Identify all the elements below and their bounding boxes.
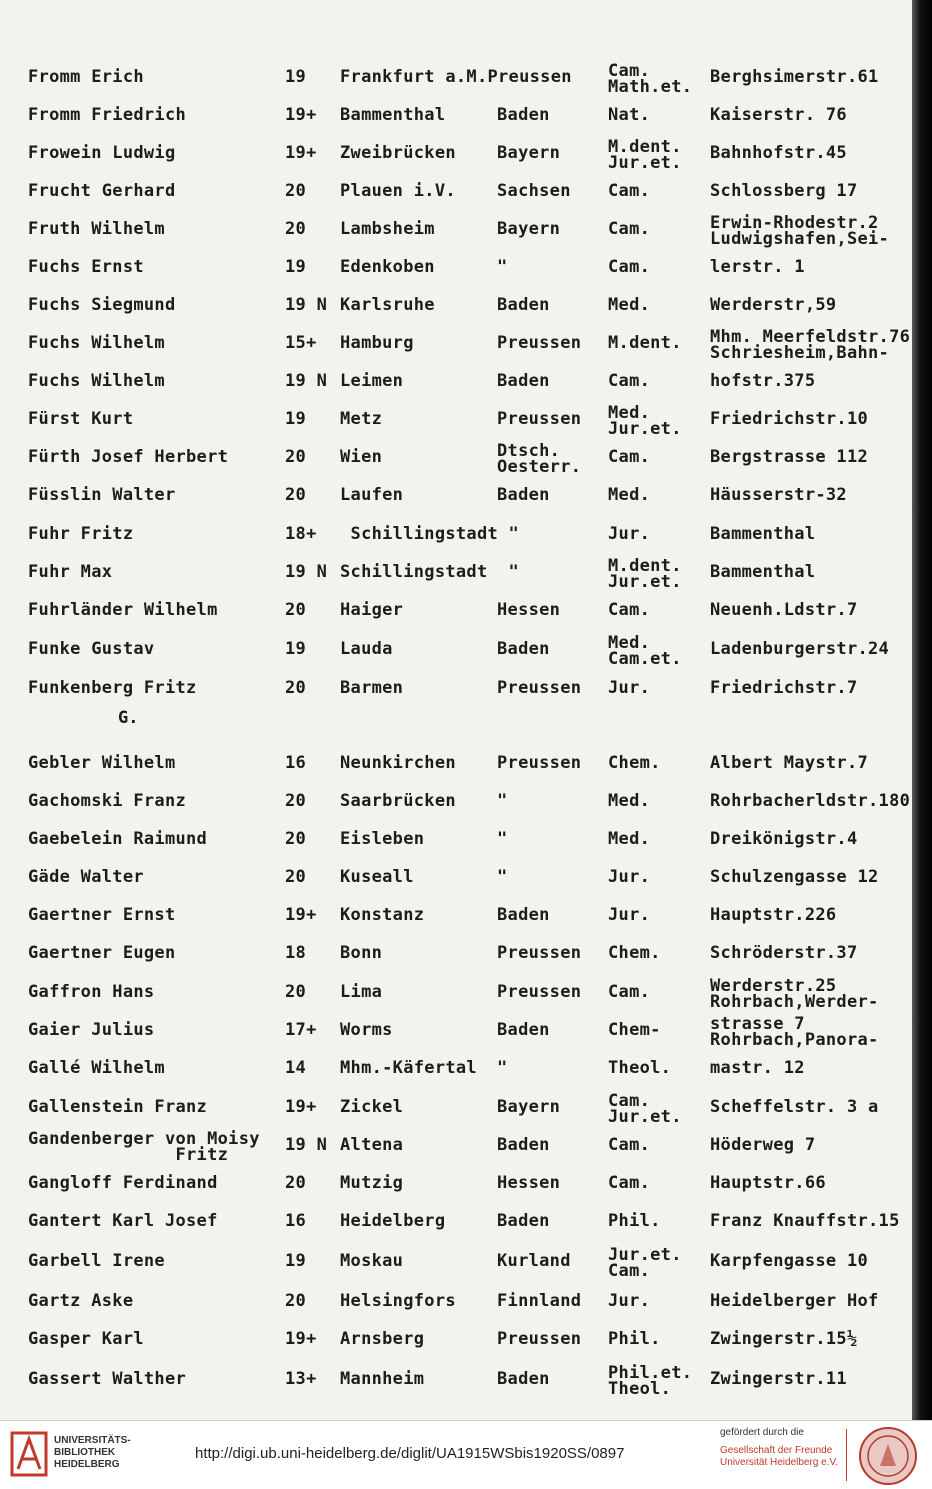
home-state: Preussen: [497, 1329, 582, 1349]
student-age: 20: [285, 678, 307, 698]
birthplace: Saarbrücken: [340, 791, 456, 811]
faculty: Med. Cam.et.: [608, 633, 682, 669]
birthplace: Altena: [340, 1135, 404, 1155]
student-age: 20: [285, 181, 307, 201]
student-age: 14: [285, 1058, 307, 1078]
birthplace: Zickel: [340, 1097, 404, 1117]
address: Heidelberger Hof: [710, 1291, 879, 1311]
student-name: Gassert Walther: [28, 1369, 187, 1389]
list-item: [0, 135, 912, 173]
address: Friedrichstr.10: [710, 409, 869, 429]
birthplace: Plauen i.V.: [340, 181, 456, 201]
list-item: [0, 1283, 912, 1321]
student-name: Fromm Friedrich: [28, 105, 187, 125]
birthplace: Wien: [340, 447, 383, 467]
birthplace: Karlsruhe: [340, 295, 435, 315]
address: Scheffelstr. 3 a: [710, 1097, 879, 1117]
list-item: [0, 1127, 912, 1165]
birthplace: Worms: [340, 1020, 393, 1040]
student-age: 15+: [285, 333, 317, 353]
home-state: Bayern: [497, 219, 561, 239]
faculty: Phil.: [608, 1211, 661, 1231]
address: Ladenburgerstr.24: [710, 639, 890, 659]
list-item: [0, 1050, 912, 1088]
library-logo-icon: [10, 1431, 48, 1477]
student-name: Gandenberger von Moisy Fritz: [28, 1129, 260, 1165]
birthplace: Frankfurt a.M.Preussen: [340, 67, 572, 87]
list-item: [0, 1361, 912, 1399]
student-age: 16: [285, 1211, 307, 1231]
student-age: 16: [285, 753, 307, 773]
faculty: Cam.: [608, 982, 651, 1002]
faculty: Chem.: [608, 943, 661, 963]
list-item: [0, 1203, 912, 1241]
student-name: Fuchs Siegmund: [28, 295, 176, 315]
address: Rohrbacherldstr.180: [710, 791, 911, 811]
student-age: 18: [285, 943, 307, 963]
document-url-link[interactable]: http://digi.ub.uni-heidelberg.de/diglit/UA1915WSbis1920SS/0897: [195, 1445, 625, 1462]
student-name: Gäde Walter: [28, 867, 144, 887]
student-age: 20: [285, 982, 307, 1002]
list-item: [0, 1012, 912, 1050]
student-name: Gebler Wilhelm: [28, 753, 176, 773]
student-age: 19 N: [285, 295, 328, 315]
birthplace: Metz: [340, 409, 383, 429]
library-name: UNIVERSITÄTS- BIBLIOTHEK HEIDELBERG: [54, 1435, 131, 1470]
home-state: ": [497, 791, 508, 811]
address: Schulzengasse 12: [710, 867, 879, 887]
list-item: [0, 516, 912, 554]
home-state: Baden: [497, 105, 550, 125]
student-age: 20: [285, 791, 307, 811]
list-item: [0, 897, 912, 935]
faculty: Cam. Jur.et.: [608, 1091, 682, 1127]
faculty: Cam.: [608, 181, 651, 201]
student-age: 18+: [285, 524, 317, 544]
home-state: Preussen: [497, 753, 582, 773]
student-name: Fürst Kurt: [28, 409, 134, 429]
home-state: ": [497, 1058, 508, 1078]
list-item: [0, 974, 912, 1012]
faculty: M.dent.: [608, 333, 682, 353]
birthplace: Mhm.-Käfertal: [340, 1058, 477, 1078]
faculty: Jur.: [608, 905, 651, 925]
student-name: Funkenberg Fritz: [28, 678, 197, 698]
student-age: 20: [285, 867, 307, 887]
faculty: Jur.: [608, 678, 651, 698]
student-age: 19+: [285, 1329, 317, 1349]
student-name: Gantert Karl Josef: [28, 1211, 218, 1231]
faculty: Jur.: [608, 524, 651, 544]
student-name: Gachomski Franz: [28, 791, 187, 811]
address: Bammenthal: [710, 524, 816, 544]
faculty: Theol.: [608, 1058, 672, 1078]
faculty: Med. Jur.et.: [608, 403, 682, 439]
student-age: 19 N: [285, 562, 328, 582]
address: Friedrichstr.7: [710, 678, 858, 698]
footer-divider: [846, 1429, 847, 1481]
home-state: Baden: [497, 485, 550, 505]
address: hofstr.375: [710, 371, 816, 391]
university-seal-icon: [858, 1426, 918, 1486]
student-age: 20: [285, 447, 307, 467]
list-item: [0, 439, 912, 477]
address: Bammenthal: [710, 562, 816, 582]
student-age: 19+: [285, 905, 317, 925]
list-item: [0, 325, 912, 363]
home-state: Bayern: [497, 143, 561, 163]
list-item: [0, 1089, 912, 1127]
home-state: Baden: [497, 639, 550, 659]
student-age: 20: [285, 485, 307, 505]
home-state: Sachsen: [497, 181, 571, 201]
faculty: Jur.et. Cam.: [608, 1245, 682, 1281]
list-item: [0, 1243, 912, 1281]
student-name: Gasper Karl: [28, 1329, 144, 1349]
student-name: Fuhrländer Wilhelm: [28, 600, 218, 620]
home-state: Preussen: [497, 409, 582, 429]
student-name: Gaertner Ernst: [28, 905, 176, 925]
home-state: Baden: [497, 371, 550, 391]
home-state: Baden: [497, 1020, 550, 1040]
list-item: [0, 211, 912, 249]
birthplace: Haiger: [340, 600, 404, 620]
home-state: Baden: [497, 1369, 550, 1389]
address: Hauptstr.226: [710, 905, 837, 925]
student-name: Gaier Julius: [28, 1020, 155, 1040]
home-state: Hessen: [497, 600, 561, 620]
student-age: 20: [285, 600, 307, 620]
faculty: Phil.et. Theol.: [608, 1363, 693, 1399]
address: Bahnhofstr.45: [710, 143, 847, 163]
address: Hauptstr.66: [710, 1173, 826, 1193]
list-item: [0, 249, 912, 287]
faculty: Cam.: [608, 1135, 651, 1155]
birthplace: Heidelberg: [340, 1211, 446, 1231]
student-name: Gaebelein Raimund: [28, 829, 208, 849]
list-item: [0, 59, 912, 97]
faculty: Cam.: [608, 600, 651, 620]
address: Höderweg 7: [710, 1135, 816, 1155]
student-name: Gaffron Hans: [28, 982, 155, 1002]
student-age: 19: [285, 409, 307, 429]
home-state: Baden: [497, 905, 550, 925]
home-state: Hessen: [497, 1173, 561, 1193]
address: Dreikönigstr.4: [710, 829, 858, 849]
faculty: Cam. Math.et.: [608, 61, 693, 97]
birthplace: Bonn: [340, 943, 383, 963]
birthplace: Kuseall: [340, 867, 414, 887]
address: Albert Maystr.7: [710, 753, 869, 773]
list-item: [0, 631, 912, 669]
birthplace: Edenkoben: [340, 257, 435, 277]
list-item: [0, 821, 912, 859]
faculty: Jur.: [608, 867, 651, 887]
faculty: Med.: [608, 829, 651, 849]
student-name: Fruth Wilhelm: [28, 219, 165, 239]
address: Franz Knauffstr.15: [710, 1211, 900, 1231]
address: Kaiserstr. 76: [710, 105, 847, 125]
address: Schlossberg 17: [710, 181, 858, 201]
home-state: ": [497, 867, 508, 887]
faculty: Chem-: [608, 1020, 661, 1040]
faculty: M.dent. Jur.et.: [608, 137, 682, 173]
faculty: Phil.: [608, 1329, 661, 1349]
address: Erwin-Rhodestr.2 Ludwigshafen,Sei-: [710, 213, 890, 249]
faculty: Jur.: [608, 1291, 651, 1311]
faculty: Chem.: [608, 753, 661, 773]
list-item: [0, 670, 912, 708]
student-age: 19+: [285, 105, 317, 125]
faculty: Cam.: [608, 371, 651, 391]
student-name: Fuhr Fritz: [28, 524, 134, 544]
student-name: Frowein Ludwig: [28, 143, 176, 163]
page-edge: [912, 0, 932, 1420]
birthplace: Helsingfors: [340, 1291, 456, 1311]
student-name: Gangloff Ferdinand: [28, 1173, 218, 1193]
student-age: 17+: [285, 1020, 317, 1040]
student-name: Fromm Erich: [28, 67, 144, 87]
list-item: [0, 287, 912, 325]
faculty: M.dent. Jur.et.: [608, 556, 682, 592]
birthplace: Eisleben: [340, 829, 425, 849]
home-state: Preussen: [497, 333, 582, 353]
list-item: [0, 1321, 912, 1359]
student-age: 13+: [285, 1369, 317, 1389]
birthplace: Mannheim: [340, 1369, 425, 1389]
birthplace: Moskau: [340, 1251, 404, 1271]
student-age: 20: [285, 1291, 307, 1311]
list-item: [0, 363, 912, 401]
student-age: 19+: [285, 143, 317, 163]
address: Mhm. Meerfeldstr.76 Schriesheim,Bahn-: [710, 327, 911, 363]
home-state: Preussen: [497, 943, 582, 963]
student-name: Fuhr Max: [28, 562, 113, 582]
student-age: 20: [285, 1173, 307, 1193]
list-item: [0, 554, 912, 592]
address: Werderstr,59: [710, 295, 837, 315]
birthplace: Neunkirchen: [340, 753, 456, 773]
faculty: Med.: [608, 791, 651, 811]
birthplace: Barmen: [340, 678, 404, 698]
list-item: [0, 935, 912, 973]
birthplace: Zweibrücken: [340, 143, 456, 163]
list-item: [0, 1165, 912, 1203]
birthplace: Bammenthal: [340, 105, 446, 125]
home-state: ": [497, 257, 508, 277]
address: strasse 7 Rohrbach,Panora-: [710, 1014, 879, 1050]
home-state: Kurland: [497, 1251, 571, 1271]
address: lerstr. 1: [710, 257, 805, 277]
faculty: Cam.: [608, 1173, 651, 1193]
birthplace: Lauda: [340, 639, 393, 659]
list-item: [0, 173, 912, 211]
student-age: 19 N: [285, 1135, 328, 1155]
student-age: 19: [285, 1251, 307, 1271]
sponsor-block: gefördert durch die Gesellschaft der Freunde Universität Heidelberg e.V.: [720, 1427, 839, 1468]
faculty: Med.: [608, 485, 651, 505]
list-item: [0, 859, 912, 897]
student-name: Füsslin Walter: [28, 485, 176, 505]
list-item: [0, 477, 912, 515]
address: Neuenh.Ldstr.7: [710, 600, 858, 620]
address: Zwingerstr.15½: [710, 1329, 858, 1349]
birthplace: Lima: [340, 982, 383, 1002]
birthplace: Schillingstadt ": [340, 524, 520, 544]
home-state: Preussen: [497, 982, 582, 1002]
student-age: 19: [285, 67, 307, 87]
birthplace: Lambsheim: [340, 219, 435, 239]
section-letter: G.: [118, 708, 139, 728]
list-item: [0, 745, 912, 783]
student-name: Gaertner Eugen: [28, 943, 176, 963]
birthplace: Leimen: [340, 371, 404, 391]
student-name: Frucht Gerhard: [28, 181, 176, 201]
birthplace: Mutzig: [340, 1173, 404, 1193]
student-age: 20: [285, 219, 307, 239]
list-item: [0, 401, 912, 439]
birthplace: Arnsberg: [340, 1329, 425, 1349]
student-name: Garbell Irene: [28, 1251, 165, 1271]
home-state: Baden: [497, 1135, 550, 1155]
address: Zwingerstr.11: [710, 1369, 847, 1389]
address: Schröderstr.37: [710, 943, 858, 963]
faculty: Cam.: [608, 257, 651, 277]
home-state: Baden: [497, 295, 550, 315]
student-age: 19: [285, 257, 307, 277]
birthplace: Schillingstadt ": [340, 562, 520, 582]
address: Berghsimerstr.61: [710, 67, 879, 87]
student-name: Gallé Wilhelm: [28, 1058, 165, 1078]
birthplace: Konstanz: [340, 905, 425, 925]
address: Bergstrasse 112: [710, 447, 869, 467]
home-state: Preussen: [497, 678, 582, 698]
student-age: 19+: [285, 1097, 317, 1117]
list-item: [0, 97, 912, 135]
home-state: Baden: [497, 1211, 550, 1231]
list-item: [0, 783, 912, 821]
faculty: Cam.: [608, 447, 651, 467]
home-state: Bayern: [497, 1097, 561, 1117]
faculty: Med.: [608, 295, 651, 315]
student-name: Gartz Aske: [28, 1291, 134, 1311]
address: Werderstr.25 Rohrbach,Werder-: [710, 976, 879, 1012]
student-name: Fürth Josef Herbert: [28, 447, 229, 467]
footer-bar: [0, 1420, 932, 1489]
birthplace: Laufen: [340, 485, 404, 505]
birthplace: Hamburg: [340, 333, 414, 353]
address: Karpfengasse 10: [710, 1251, 869, 1271]
address: Häusserstr-32: [710, 485, 847, 505]
student-age: 19: [285, 639, 307, 659]
student-name: Funke Gustav: [28, 639, 155, 659]
student-age: 20: [285, 829, 307, 849]
student-name: Fuchs Wilhelm: [28, 333, 165, 353]
address: mastr. 12: [710, 1058, 805, 1078]
student-age: 19 N: [285, 371, 328, 391]
home-state: Finnland: [497, 1291, 582, 1311]
faculty: Nat.: [608, 105, 651, 125]
student-name: Fuchs Ernst: [28, 257, 144, 277]
student-name: Fuchs Wilhelm: [28, 371, 165, 391]
home-state: ": [497, 829, 508, 849]
home-state: Dtsch. Oesterr.: [497, 441, 582, 477]
faculty: Cam.: [608, 219, 651, 239]
student-name: Gallenstein Franz: [28, 1097, 208, 1117]
list-item: [0, 592, 912, 630]
